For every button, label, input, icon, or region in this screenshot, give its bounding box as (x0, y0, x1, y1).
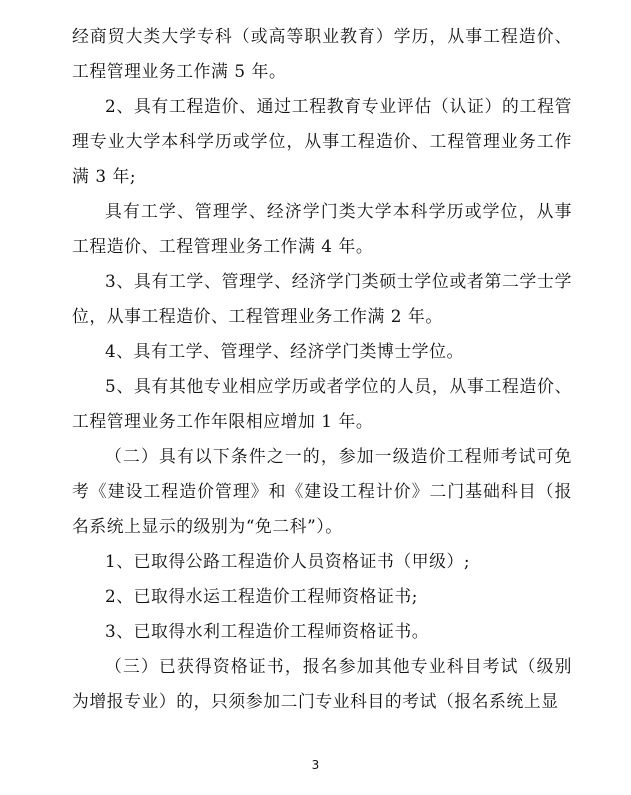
paragraph-item-5: 5、具有其他专业相应学历或者学位的人员，从事工程造价、工程管理业务工作年限相应增加 1 年。 (72, 376, 572, 431)
paragraph-item-2: 2、具有工程造价、通过工程教育专业评估（认证）的工程管理专业大学本科学历或学位，从事工程造价、工程管理业务工作满 3 年; (72, 96, 572, 186)
document-body (72, 19, 572, 719)
paragraph-exemption-1: 1、已取得公路工程造价人员资格证书（甲级）; (105, 551, 471, 571)
paragraph-section-3: （三）已获得资格证书，报名参加其他专业科目考试（级别为增报专业）的，只须参加二门专业科目的考试（报名系统上显 (72, 656, 572, 711)
paragraph-item-2-alt: 具有工学、管理学、经济学门类大学本科学历或学位，从事工程造价、工程管理业务工作满 4 年。 (72, 201, 572, 256)
paragraph-exemption-2: 2、已取得水运工程造价工程师资格证书; (105, 586, 419, 606)
paragraph-continuation: 经商贸大类大学专科（或高等职业教育）学历，从事工程造价、工程管理业务工作满 5 年。 (72, 26, 572, 81)
page-number: 3 (311, 758, 320, 772)
paragraph-exemption-3: 3、已取得水利工程造价工程师资格证书。 (105, 621, 430, 641)
paragraph-item-4: 4、具有工学、管理学、经济学门类博士学位。 (105, 341, 464, 361)
paragraph-item-3: 3、具有工学、管理学、经济学门类硕士学位或者第二学士学位，从事工程造价、工程管理业务工作满 2 年。 (72, 271, 572, 326)
paragraph-section-2: （二）具有以下条件之一的，参加一级造价工程师考试可免考《建设工程造价管理》和《建设工程计价》二门基础科目（报名系统上显示的级别为“免二科”）。 (72, 446, 572, 536)
